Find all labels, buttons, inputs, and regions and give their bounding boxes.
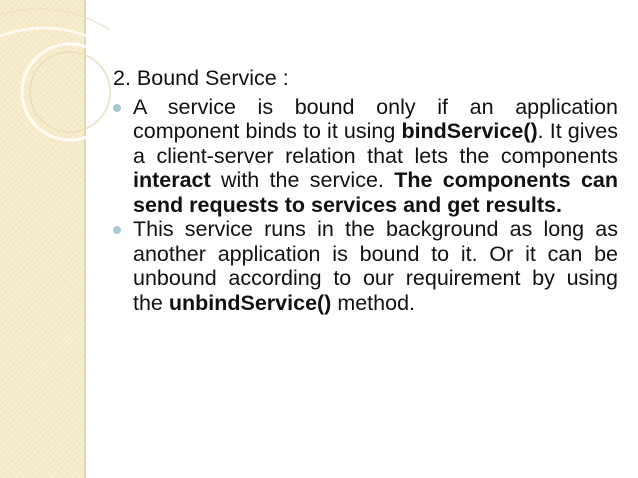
bullet-text: method. — [331, 290, 416, 315]
bullet-text: . It gives a client-server relation that lets the components — [133, 119, 618, 168]
bullet-dot-icon — [113, 226, 121, 234]
bullet-text: This service runs in the background as long as another application is bound to it. Or it can be unbound according to our requirement by using the — [133, 217, 618, 315]
bold-results-sentence: The components can send requests to services and get results. — [133, 168, 618, 217]
bold-interact: interact — [133, 168, 211, 192]
bullet-item-background — [113, 217, 618, 315]
bullet-list — [113, 95, 618, 316]
slide-content — [113, 66, 618, 315]
decorative-arcs-graphic — [0, 0, 130, 150]
section-heading: 2. Bound Service : — [113, 66, 289, 90]
bold-bindservice: bindService() — [401, 119, 538, 143]
bullet-text: A service is bound only if an application component binds to it using — [133, 94, 618, 143]
bold-unbindservice: unbindService() — [168, 290, 332, 315]
bullet-item-bound-service — [113, 95, 618, 218]
bullet-dot-icon — [113, 104, 121, 112]
bullet-text: with the service. — [210, 168, 395, 192]
